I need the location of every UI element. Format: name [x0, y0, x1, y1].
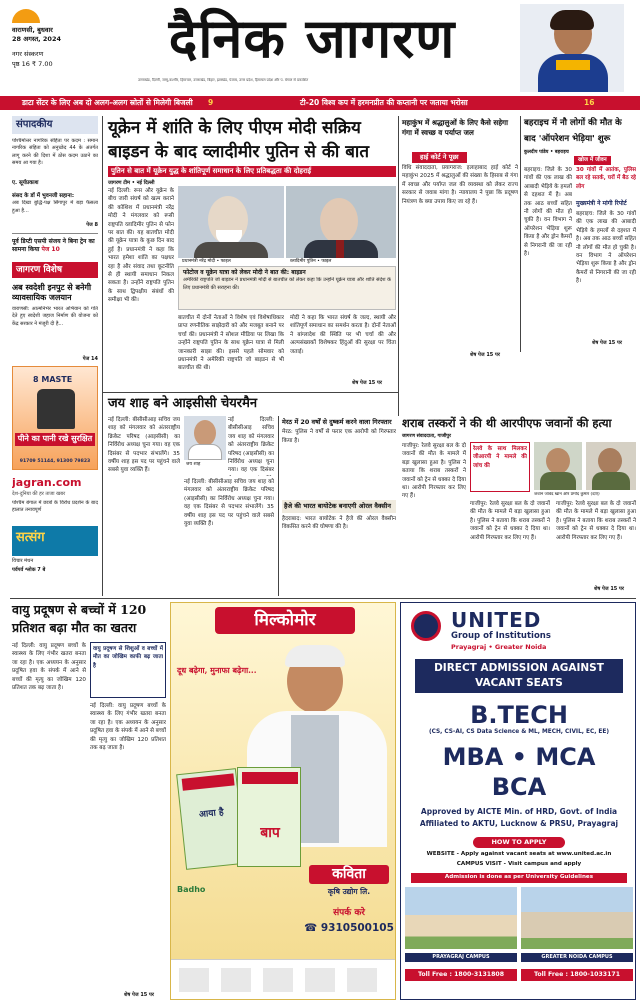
story5-text-2: गाजीपुर: रेलवे सुरक्षा बल के दो जवानों की मौत के मामले में बड़ा खुलासा हुआ है। पुलिस ने बताया कि शराब तस्करों ने जवानों को ट्रेन से धक्का दे दिया था। आरोपी गिरफ्तार कर लिए गए हैं।: [470, 501, 550, 541]
section-rule: [10, 598, 636, 599]
teaser-strip: [0, 96, 640, 110]
milkomor-phone[interactable]: ☎ 9310500105: [304, 922, 394, 934]
teaser-left-page: 9: [208, 98, 214, 107]
vishesh-page[interactable]: पेज 14: [82, 355, 98, 362]
united-bca: BCA: [491, 773, 547, 801]
story6-text-2: नई दिल्ली: वायु प्रदूषण बच्चों के स्वास्थ्य के लिए गंभीर खतरा बनता जा रहा है। एक अध्ययन के अनुसार प्रदूषित हवा के संपर्क में आने से बच्चों की मृत्यु का जोखिम 120 प्रतिशत तक बढ़ जाता है।: [90, 703, 166, 751]
united-group-sub: Group of Institutions: [451, 631, 551, 641]
united-affiliated: Affiliated to AKTU, Lucknow & PRSU, Prayagraj: [419, 819, 619, 828]
issue-date: 28 अगस्त, 2024: [12, 35, 61, 43]
united-btech-sub: (CS, CS-AI, CS Data Science & ML, MECH, CIVIL, EC, EE): [428, 729, 610, 735]
united-how-apply: HOW TO APPLY: [473, 837, 565, 848]
united-group: UNITED: [451, 608, 542, 632]
jay-shah-photo: [184, 416, 226, 460]
sidebar-item2-page[interactable]: पेज 8: [86, 222, 98, 229]
vishesh-text: वाराणसी: आत्मनिर्भर भारत अभियान को गति देते हुए स्वदेशी जहाज निर्माण की योजना को केंद्र सरकार ने मंजूरी दी है...: [12, 305, 98, 327]
teaser-right[interactable]: टी-20 विश्व कप में हरमनप्रीत की कप्तानी पर जताया भरोसा: [300, 98, 468, 107]
lead-sub-box-head: फोटोज व यूक्रेन यात्रा को लेकर मोदी ने बात की: बाइडन: [183, 269, 306, 276]
water-ad-brand: 8 MASTE: [33, 375, 73, 385]
jawan-caption: जवान जावेद खान और प्रमोद कुमार (दाएं): [534, 492, 600, 497]
feed-bag-label-2: बाप: [260, 825, 280, 841]
column-rule: [398, 116, 399, 416]
modi-caption: प्रधानमंत्री नरेंद्र मोदी • फाइल: [182, 259, 231, 264]
feed-bag-label: आया है: [198, 807, 225, 821]
phone-icon: ☎: [304, 922, 318, 934]
united-campus-line: CAMPUS VISIT - Visit campus and apply: [456, 861, 582, 867]
story6-box: [90, 642, 166, 698]
third-story-text: बहराइच: जिले के 30 गांवों की एक लाख की आबादी भेड़िये के हमलों से दहशत में है। अब तक आठ बच्चों सहित नौ लोगों की मौत हो चुकी है। वन विभाग ने ऑपरेशन भेड़िया शुरू किया है और ड्रोन कैमरों से निगरानी की जा रही है।: [524, 167, 572, 257]
lead-headline-1[interactable]: यूक्रेन में शांति के लिए पीएम मोदी सक्रिय: [108, 118, 361, 138]
story5-text-3: गाजीपुर: रेलवे सुरक्षा बल के दो जवानों की मौत के मामले में बड़ा खुलासा हुआ है। पुलिस ने बताया कि शराब तस्करों ने जवानों को ट्रेन से धक्का दे दिया था। आरोपी गिरफ्तार कर लिए गए हैं।: [556, 501, 636, 541]
sidebar-bottom-small: पर्वपर्व श्लोक 7 बे: [12, 566, 46, 573]
united-campus1: PRAYAGRAJ CAMPUS: [405, 953, 517, 962]
jagran-com-sub: देश-दुनिया की हर ताजा खबर: [12, 491, 66, 498]
jay-shah-caption: जय शाह: [186, 462, 201, 467]
story6-box-text: वायु प्रदूषण से शिशुओं व बच्चों में मौत का जोखिम काफी बढ़ जाता है: [93, 646, 163, 669]
story4-box2-head: हैजे की भारत बायोटेक बनाएगी ओरल वैक्सीन: [282, 500, 396, 512]
price-label: पृष्ठ 16 ₹ 7.00: [12, 60, 53, 68]
edition-label: नगर संस्करण: [12, 50, 44, 58]
united-guidelines: Admission is done as per University Guidelines: [411, 873, 627, 883]
sidebar-item2-head: संसद के डॉ में भुवनजी सहाना:: [12, 192, 75, 199]
milkomor-contact: संपर्क करे: [333, 908, 365, 918]
second-story-continued[interactable]: शेष पेज 15 पर: [470, 352, 500, 358]
satsang-box: [12, 526, 98, 556]
united-logo-icon: [411, 611, 441, 641]
column-rule: [520, 116, 521, 352]
story4-text-3: नई दिल्ली: बीसीसीआइ सचिव जय शाह को मंगलवार को अंतरराष्ट्रीय क्रिकेट परिषद (आइसीसी) का निर्विरोध अध्यक्ष चुना गया। वह एक दिसंबर से पदभार संभालेंगे। 35 वर्षीय शाह इस पद पर पहुंचने वाले सबसे युवा व्यक्ति हैं।: [184, 479, 274, 527]
story4-text: नई दिल्ली: बीसीसीआइ सचिव जय शाह को मंगलवार को अंतरराष्ट्रीय क्रिकेट परिषद (आइसीसी) का निर्विरोध अध्यक्ष चुना गया। वह एक दिसंबर से पदभार संभालेंगे। 35 वर्षीय शाह इस पद पर पहुंचने वाले सबसे युवा व्यक्ति हैं।: [108, 417, 180, 474]
campus-photo-2: [521, 887, 633, 949]
water-tank-icon: [37, 389, 75, 429]
story6-headline-1[interactable]: वायु प्रदूषण से बच्चों में 120: [12, 602, 147, 617]
story4-box-head: मेरठ में 20 वर्षों से दुष्कर्म करने वाला गिरफ्तार: [282, 418, 392, 426]
story5-text: गाजीपुर: रेलवे सुरक्षा बल के दो जवानों की मौत के मामले में बड़ा खुलासा हुआ है। पुलिस ने बताया कि शराब तस्करों ने जवानों को ट्रेन से धक्का दे दिया था। आरोपी गिरफ्तार कर लिए गए हैं।: [402, 443, 466, 500]
story4-headline[interactable]: जय शाह बने आइसीसी चेयरमैन: [108, 396, 258, 411]
feed-bag-2: [237, 767, 301, 867]
third-story-headline-1[interactable]: बहराइच में नौ लोगों की मौत के: [524, 118, 622, 128]
lead-byline: जागरण टीम • नई दिल्ली: [108, 180, 155, 186]
story4-text-2: नई दिल्ली: बीसीसीआइ सचिव जय शाह को मंगलवार को अंतरराष्ट्रीय क्रिकेट परिषद (आइसीसी) का निर्विरोध अध्यक्ष चुना गया। वह एक दिसंबर: [228, 417, 274, 474]
united-toll1[interactable]: Toll Free : 1800-3131808: [405, 969, 517, 981]
teaser-left[interactable]: डाटा सेंटर के लिए अब दो अलग-अलग स्रोतों से मिलेगी बिजली: [22, 98, 193, 107]
jawan-photo-2: [586, 442, 636, 490]
third-story-side: 30 गांवों में आतंक, पुलिस बल रहे सतर्क, घरों में बैठ रहे लोग: [576, 167, 636, 190]
purvanchal-item[interactable]: पूर्व डिप्टी एसपी संजय ने बिना ट्रेन का सामना किया पेज 10: [12, 238, 95, 253]
sampadakiya-author: ए. सूर्यप्रकाश: [12, 179, 39, 186]
story5-byline: जागरण संवाददाता, गाजीपुर: [402, 434, 451, 439]
third-story-text-2: बहराइच: जिले के 30 गांवों की एक लाख की आबादी भेड़िये के हमलों से दहशत में है। अब तक आठ बच्चों सहित नौ लोगों की मौत हो चुकी है। वन विभाग ने ऑपरेशन भेड़िया शुरू किया है और ड्रोन कैमरों से निगरानी की जा रही है।: [576, 211, 636, 285]
sampadakiya-text: पश्चिमोत्तर नागरिक संहिता पर कदम : समान नागरिक संहिता को अनुच्छेद 44 के अंतर्गत लागू करने की दिशा में ठोस कदम उठाने का समय आ गया है।: [12, 137, 98, 166]
section-rule: [102, 392, 398, 393]
united-mba: MBA • MCA: [442, 743, 596, 771]
campus-photo-1: [405, 887, 517, 949]
lead-col2: बातचीत में दोनों नेताओं ने विशेष एवं विशेषाधिकार प्राप्त रणनीतिक साझेदारी को और मजबूत बनाने पर चर्चा की। प्रधानमंत्री ने सोशल मीडिया पर लिखा कि उन्होंने राष्ट्रपति पुतिन के साथ यूक्रेन यात्रा से मिली जानकारी साझा की। इससे पहले सोमवार को प्रधानमंत्री ने अमेरिकी राष्ट्रपति जो बाइडन से भी बातचीत की थी।: [178, 315, 284, 372]
second-story-text: विधि संवाददाता, प्रयागराज: इलाहाबाद हाई कोर्ट ने महाकुंभ 2025 में श्रद्धालुओं की संख्या के हिसाब से गंगा में स्वच्छ और पर्याप्त जल की व्यवस्था को लेकर राज्य सरकार से जवाब मांगा है। न्यायालय ने पूछा कि प्रदूषण नियंत्रण के क्या उपाय किए जा रहे हैं।: [402, 165, 518, 205]
third-story-byline: कुलदीप पांडेय • बहराइच: [524, 150, 569, 155]
united-ad[interactable]: [400, 602, 636, 1000]
jagran-com-logo[interactable]: jagran.com: [12, 476, 82, 490]
column-rule: [278, 416, 279, 596]
lead-col1: नई दिल्ली: रूस और यूक्रेन के बीच जारी संघर्ष को खत्म कराने की कोशिश में प्रधानमंत्री नरेंद्र मोदी ने मंगलवार को रूसी राष्ट्रपति व्लादिमीर पुतिन से फोन पर बात की। यह बातचीत मोदी की यूक्रेन यात्रा के कुछ दिन बाद हुई है। प्रधानमंत्री ने कहा कि भारत हमेशा शांति का पक्षधर रहा है और संवाद तथा कूटनीति से ही स्थायी समाधान निकल सकता है। उन्होंने राष्ट्रपति पुतिन के साथ द्विपक्षीय संबंधों की समीक्षा भी की।: [108, 188, 174, 304]
united-banner: DIRECT ADMISSION AGAINST VACANT SEATS: [415, 659, 623, 693]
lead-headline-2[interactable]: बाइडन के बाद व्लादीमीर पुतिन से की बात: [108, 142, 370, 162]
jawan-photo-1: [534, 442, 582, 490]
vishesh-title: अब स्वदेशी इनपुट से बनेगी व्यावसायिक जलयान: [12, 281, 92, 303]
story6-text: नई दिल्ली: वायु प्रदूषण बच्चों के स्वास्थ्य के लिए गंभीर खतरा बनता जा रहा है। एक अध्ययन के अनुसार प्रदूषित हवा के संपर्क में आने से बच्चों की मृत्यु का जोखिम 120 प्रतिशत तक बढ़ जाता है।: [12, 643, 86, 691]
second-story-tag: हाई कोर्ट ने पूछा: [412, 152, 467, 163]
lead-deck: पुतिन से बात में यूक्रेन युद्ध के शांतिपूर्ण समाधान के लिए प्रतिबद्धता की दोहराई: [108, 166, 396, 177]
editions-line: उत्तराखंड, दिल्ली, जम्मू-कश्मीर, हिमाचल, उत्तराखंड, बिहार, झारखंड, पंजाब, उत्तर प्रदेश, हिमाचल प्रदेश और प. बंगाल से प्रकाशित: [138, 78, 309, 82]
modi-photo: [178, 186, 284, 258]
lead-sub-box-text: अमेरिकी राष्ट्रपति जो बाइडन ने प्रधानमंत्री मोदी से बातचीत को लेकर कहा कि उन्होंने यूक्रेन यात्रा और शांति संदेश के लिए प्रधानमंत्री की सराहना की।: [183, 277, 391, 291]
masthead: [0, 0, 640, 96]
story6-continued[interactable]: शेष पेज 15 पर: [124, 992, 154, 998]
milkomor-company: कृषि उद्योग लि.: [327, 887, 371, 896]
milkomor-kavita: कविता: [309, 865, 389, 884]
united-location: Prayagraj • Greater Noida: [451, 643, 547, 651]
cricketer-photo: [520, 4, 624, 92]
united-toll2[interactable]: Toll Free : 1800-1033171: [521, 969, 633, 981]
feed-bag-1: [176, 768, 246, 870]
story5-continued[interactable]: शेष पेज 15 पर: [594, 586, 624, 592]
milkomor-footer-strip: [171, 959, 396, 1000]
milkomor-ad[interactable]: [170, 602, 396, 1000]
sampadakiya-heading: संपादकीय: [12, 116, 98, 134]
united-website-line[interactable]: WEBSITE - Apply against vacant seats at www.united.ac.in: [426, 851, 612, 857]
second-story-headline[interactable]: महाकुंभ में श्रद्धालुओं के लिए कैसे सहेगा गंगा में स्वच्छ व पर्याप्त जल: [402, 118, 508, 137]
putin-photo: [286, 186, 396, 258]
jagran-logo-icon: [12, 9, 40, 23]
jagran-com-text: पश्चिम बंगाल में छात्रों के विरोध प्रदर्शन के बाद हालात तनावपूर्ण: [12, 499, 98, 514]
third-story-headline-2[interactable]: बाद 'ऑपरेशन भेड़िया' शुरू: [524, 134, 611, 144]
milkomor-tagline: दूध बढ़ेगा, मुनाफा बढ़ेगा...: [177, 665, 257, 675]
sidebar-item2-text: अब दिखा बुद्धि-पक्ष सिंगापुर में बड़ा फैसला हुआ है...: [12, 200, 98, 214]
story4-box: [282, 418, 396, 594]
story5-headline[interactable]: शराब तस्करों ने की थी आरपीएफ जवानों की हत्या: [402, 416, 612, 430]
column-rule: [102, 116, 103, 596]
badho-logo: Badho: [177, 885, 206, 894]
jagran-vishesh-heading: जागरण विशेष: [12, 262, 98, 278]
third-story-continued[interactable]: शेष पेज 15 पर: [592, 340, 622, 346]
united-btech: B.TECH: [470, 701, 568, 729]
united-campus2: GREATER NOIDA CAMPUS: [521, 953, 633, 962]
lead-continued[interactable]: शेष पेज 15 पर: [352, 380, 382, 386]
paper-title: दैनिक जागरण: [168, 6, 456, 70]
water-ad-phone: 91709 51144, 91300 79823: [19, 459, 91, 465]
left-sidebar: [12, 116, 98, 596]
water-ad-text: पीने का पानी रखे सुरक्षित: [15, 433, 95, 446]
city-date: वाराणसी, बुधवार: [12, 26, 53, 34]
story4-box-text: मेरठ: पुलिस ने वर्षों से फरार एक आरोपी को गिरफ्तार किया है।: [282, 429, 396, 444]
story5-box-text: रेलवे के साथ मिलकर जीआरपी ने मामले की जांच की: [473, 446, 527, 469]
third-story-tag: खोज में जीवन: [574, 156, 611, 165]
story6-headline-2[interactable]: प्रतिशत बढ़ा मौत का खतरा: [12, 620, 137, 635]
putin-caption: व्लादिमीर पुतिन • फाइल: [290, 259, 332, 264]
story5-box: [470, 442, 530, 492]
satsang-title: सत्संग: [16, 529, 45, 545]
united-approved: Approved by AICTE Min. of HRD, Govt. of India: [420, 807, 618, 816]
milkomor-brand: मिल्कोमोर: [215, 607, 355, 634]
water-ad[interactable]: [12, 366, 98, 470]
teaser-right-page: 16: [584, 98, 595, 107]
satsang-sub: विचार मंथन: [12, 557, 34, 564]
lead-sub-box: [178, 266, 396, 310]
third-story-subhead: मुख्यमंत्री ने मांगी रिपोर्ट: [576, 200, 627, 207]
story4-box2-text: हैदराबाद: भारत बायोटेक ने हैजे की ओरल वैक्सीन विकसित करने की घोषणा की है।: [282, 515, 396, 531]
lead-col3: मोदी ने कहा कि भारत संघर्ष के जल्द, स्थायी और शांतिपूर्ण समाधान का समर्थन करता है। दोनों नेताओं ने बांग्लादेश की स्थिति पर भी चर्चा की और अल्पसंख्यकों विशेषकर हिंदुओं की सुरक्षा पर चिंता जताई।: [290, 315, 396, 355]
